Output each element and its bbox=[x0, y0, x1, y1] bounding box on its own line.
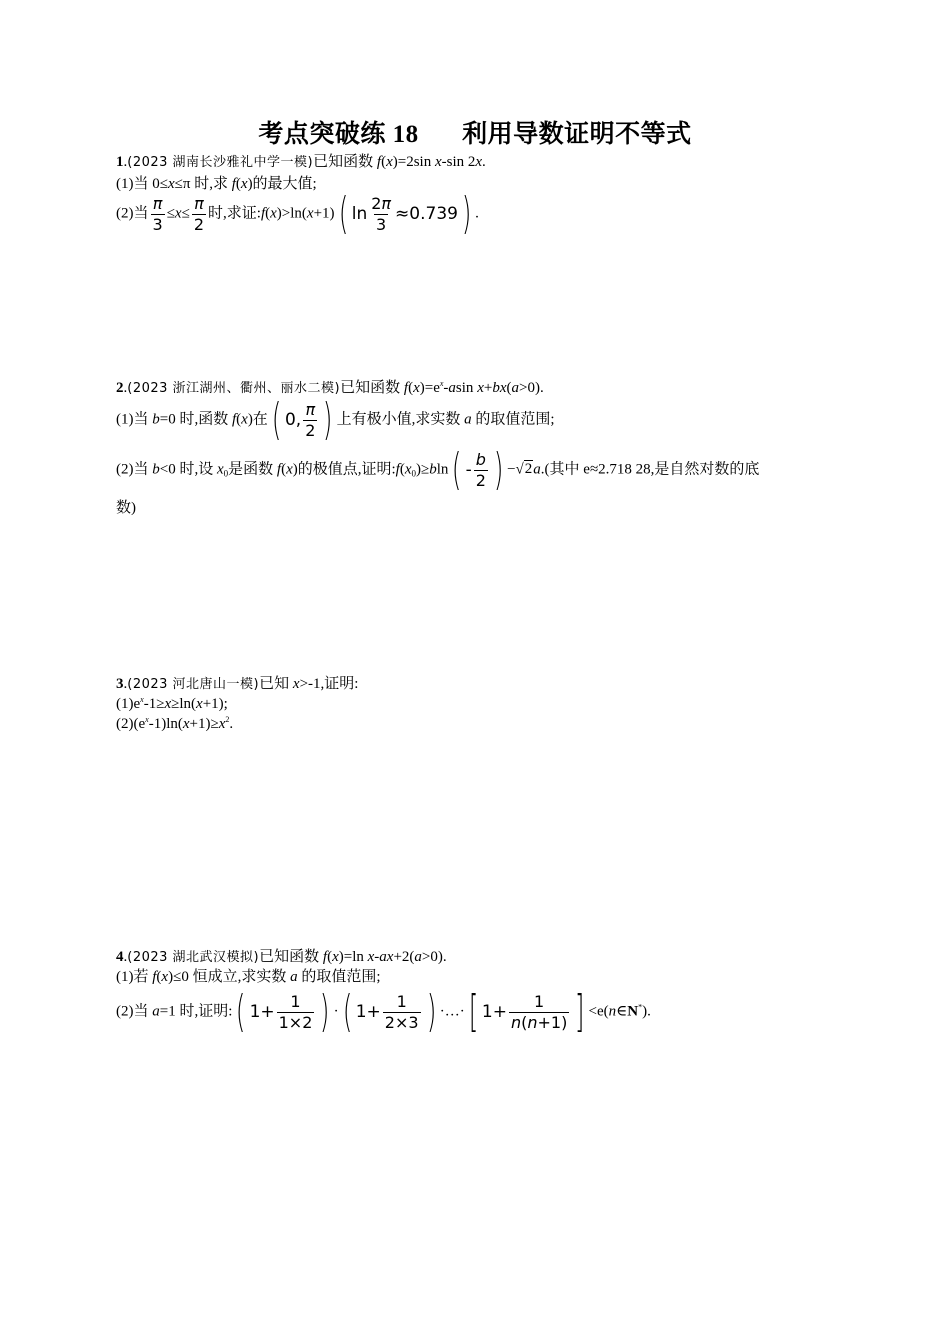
problem-3-part-2: $(2)(e^x-1)\ln(x+1)\ge x^2$. bbox=[116, 715, 234, 732]
problem-number: 1 bbox=[116, 154, 124, 170]
title-label: 考点突破练 bbox=[258, 121, 386, 148]
problem-2-stem: 2.(2023 浙江湖州、衢州、丽水二模)已知函数 $f(x)=e^x$-asin x+bx(a>0). bbox=[116, 379, 544, 396]
problem-1-part-2: (2)当 $\frac{\pi}{3}$ ≤x≤ $\frac{\pi}{2}$ 时,求证:f(x)>ln(x+1)( ln $\frac{2\pi}{3}$ ≈0.739) . bbox=[116, 188, 479, 239]
problem-4-part-2: (2)当 a=1 时,证明:( 1+ $\frac{1}{1\times 2}$ ) ·( 1+ $\frac{1}{2\times 3}$ ) ·…·[ 1+ $\frac{1}{n(n+1)}$ ] <e(n∈N*). bbox=[116, 986, 651, 1037]
problem-1-stem: 1.(2023 湖南长沙雅礼中学一模)已知函数 f(x)=2sin x-sin 2x. bbox=[116, 154, 486, 170]
problem-source: (2023 河北唐山一模) bbox=[127, 677, 260, 692]
problem-2-part-2: (2)当 b<0 时,设 $x_0$是函数 f(x)的极值点,证明$:f(x_0)\ge bln$( - $\frac{b}{2}$ ) −√2a.(其中 e≈2.718 28,是自然对数的底 bbox=[116, 444, 760, 495]
problem-1-part-1: (1)当 0≤x≤π 时,求 f(x)的最大值; bbox=[116, 176, 317, 192]
problem-source: (2023 湖南长沙雅礼中学一模) bbox=[127, 155, 314, 170]
problem-2-part-2-cont: 数) bbox=[116, 500, 136, 516]
title-topic: 利用导数证明不等式 bbox=[462, 121, 692, 148]
problem-3-part-1: $(1)e^x-1\ge x\ge\ln(x+1)$; bbox=[116, 695, 228, 712]
problem-2-part-1: (1)当 b=0 时,函数 f(x)在( 0, $\frac{\pi}{2}$ ) 上有极小值,求实数 a 的取值范围; bbox=[116, 394, 555, 445]
title-number: 18 bbox=[392, 121, 419, 148]
problem-4-stem: 4.(2023 湖北武汉模拟)已知函数 f(x)=ln x-ax+2(a>0). bbox=[116, 949, 447, 965]
page-title bbox=[0, 114, 950, 150]
problem-number: 4 bbox=[116, 949, 124, 965]
stem-prefix: 已知函数 bbox=[313, 154, 377, 170]
problem-number: 3 bbox=[116, 676, 124, 692]
problem-3-stem: 3.(2023 河北唐山一模)已知 x>-1,证明: bbox=[116, 676, 359, 692]
problem-source: (2023 浙江湖州、衢州、丽水二模) bbox=[127, 381, 341, 396]
problem-source: (2023 湖北武汉模拟) bbox=[127, 950, 260, 965]
problem-4-part-1: (1)若 f(x)≤0 恒成立,求实数 a 的取值范围; bbox=[116, 969, 381, 985]
problem-number: 2 bbox=[116, 380, 124, 396]
